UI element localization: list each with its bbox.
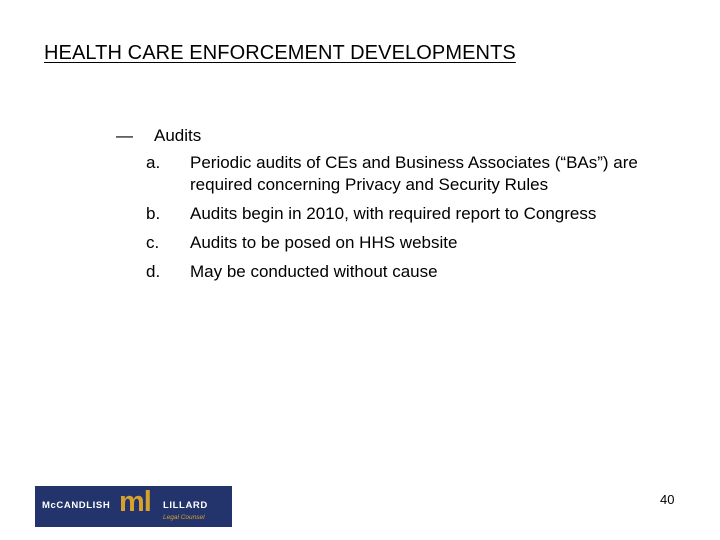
list-item-text: Audits to be posed on HHS website	[190, 233, 458, 252]
list-marker: b.	[146, 204, 161, 223]
list-item	[146, 261, 680, 283]
slide-title: HEALTH CARE ENFORCEMENT DEVELOPMENTS	[44, 42, 516, 64]
list-item-text: Periodic audits of CEs and Business Associates (“BAs”) are required concerning Privacy and Security Rules	[190, 153, 638, 194]
page-number: 40	[660, 492, 675, 507]
logo-right-word: LILLARD	[163, 500, 208, 511]
logo-monogram: ml	[119, 486, 151, 518]
list-item	[146, 203, 680, 225]
mccandlish-lillard-logo	[35, 486, 232, 527]
list-marker: d.	[146, 262, 161, 281]
section-heading: Audits	[154, 126, 202, 145]
audit-points-list	[146, 152, 680, 283]
logo-tagline: Legal Counsel	[163, 514, 205, 521]
list-item	[146, 232, 680, 254]
list-item	[146, 152, 680, 196]
logo-left-word: McCANDLISH	[42, 500, 111, 511]
list-marker: c.	[146, 233, 160, 252]
list-marker: a.	[146, 153, 161, 172]
audits-section	[116, 125, 680, 290]
section-heading-row	[116, 125, 680, 147]
list-item-text: May be conducted without cause	[190, 262, 438, 281]
em-dash-bullet: —	[116, 126, 133, 145]
list-item-text: Audits begin in 2010, with required report to Congress	[190, 204, 597, 223]
